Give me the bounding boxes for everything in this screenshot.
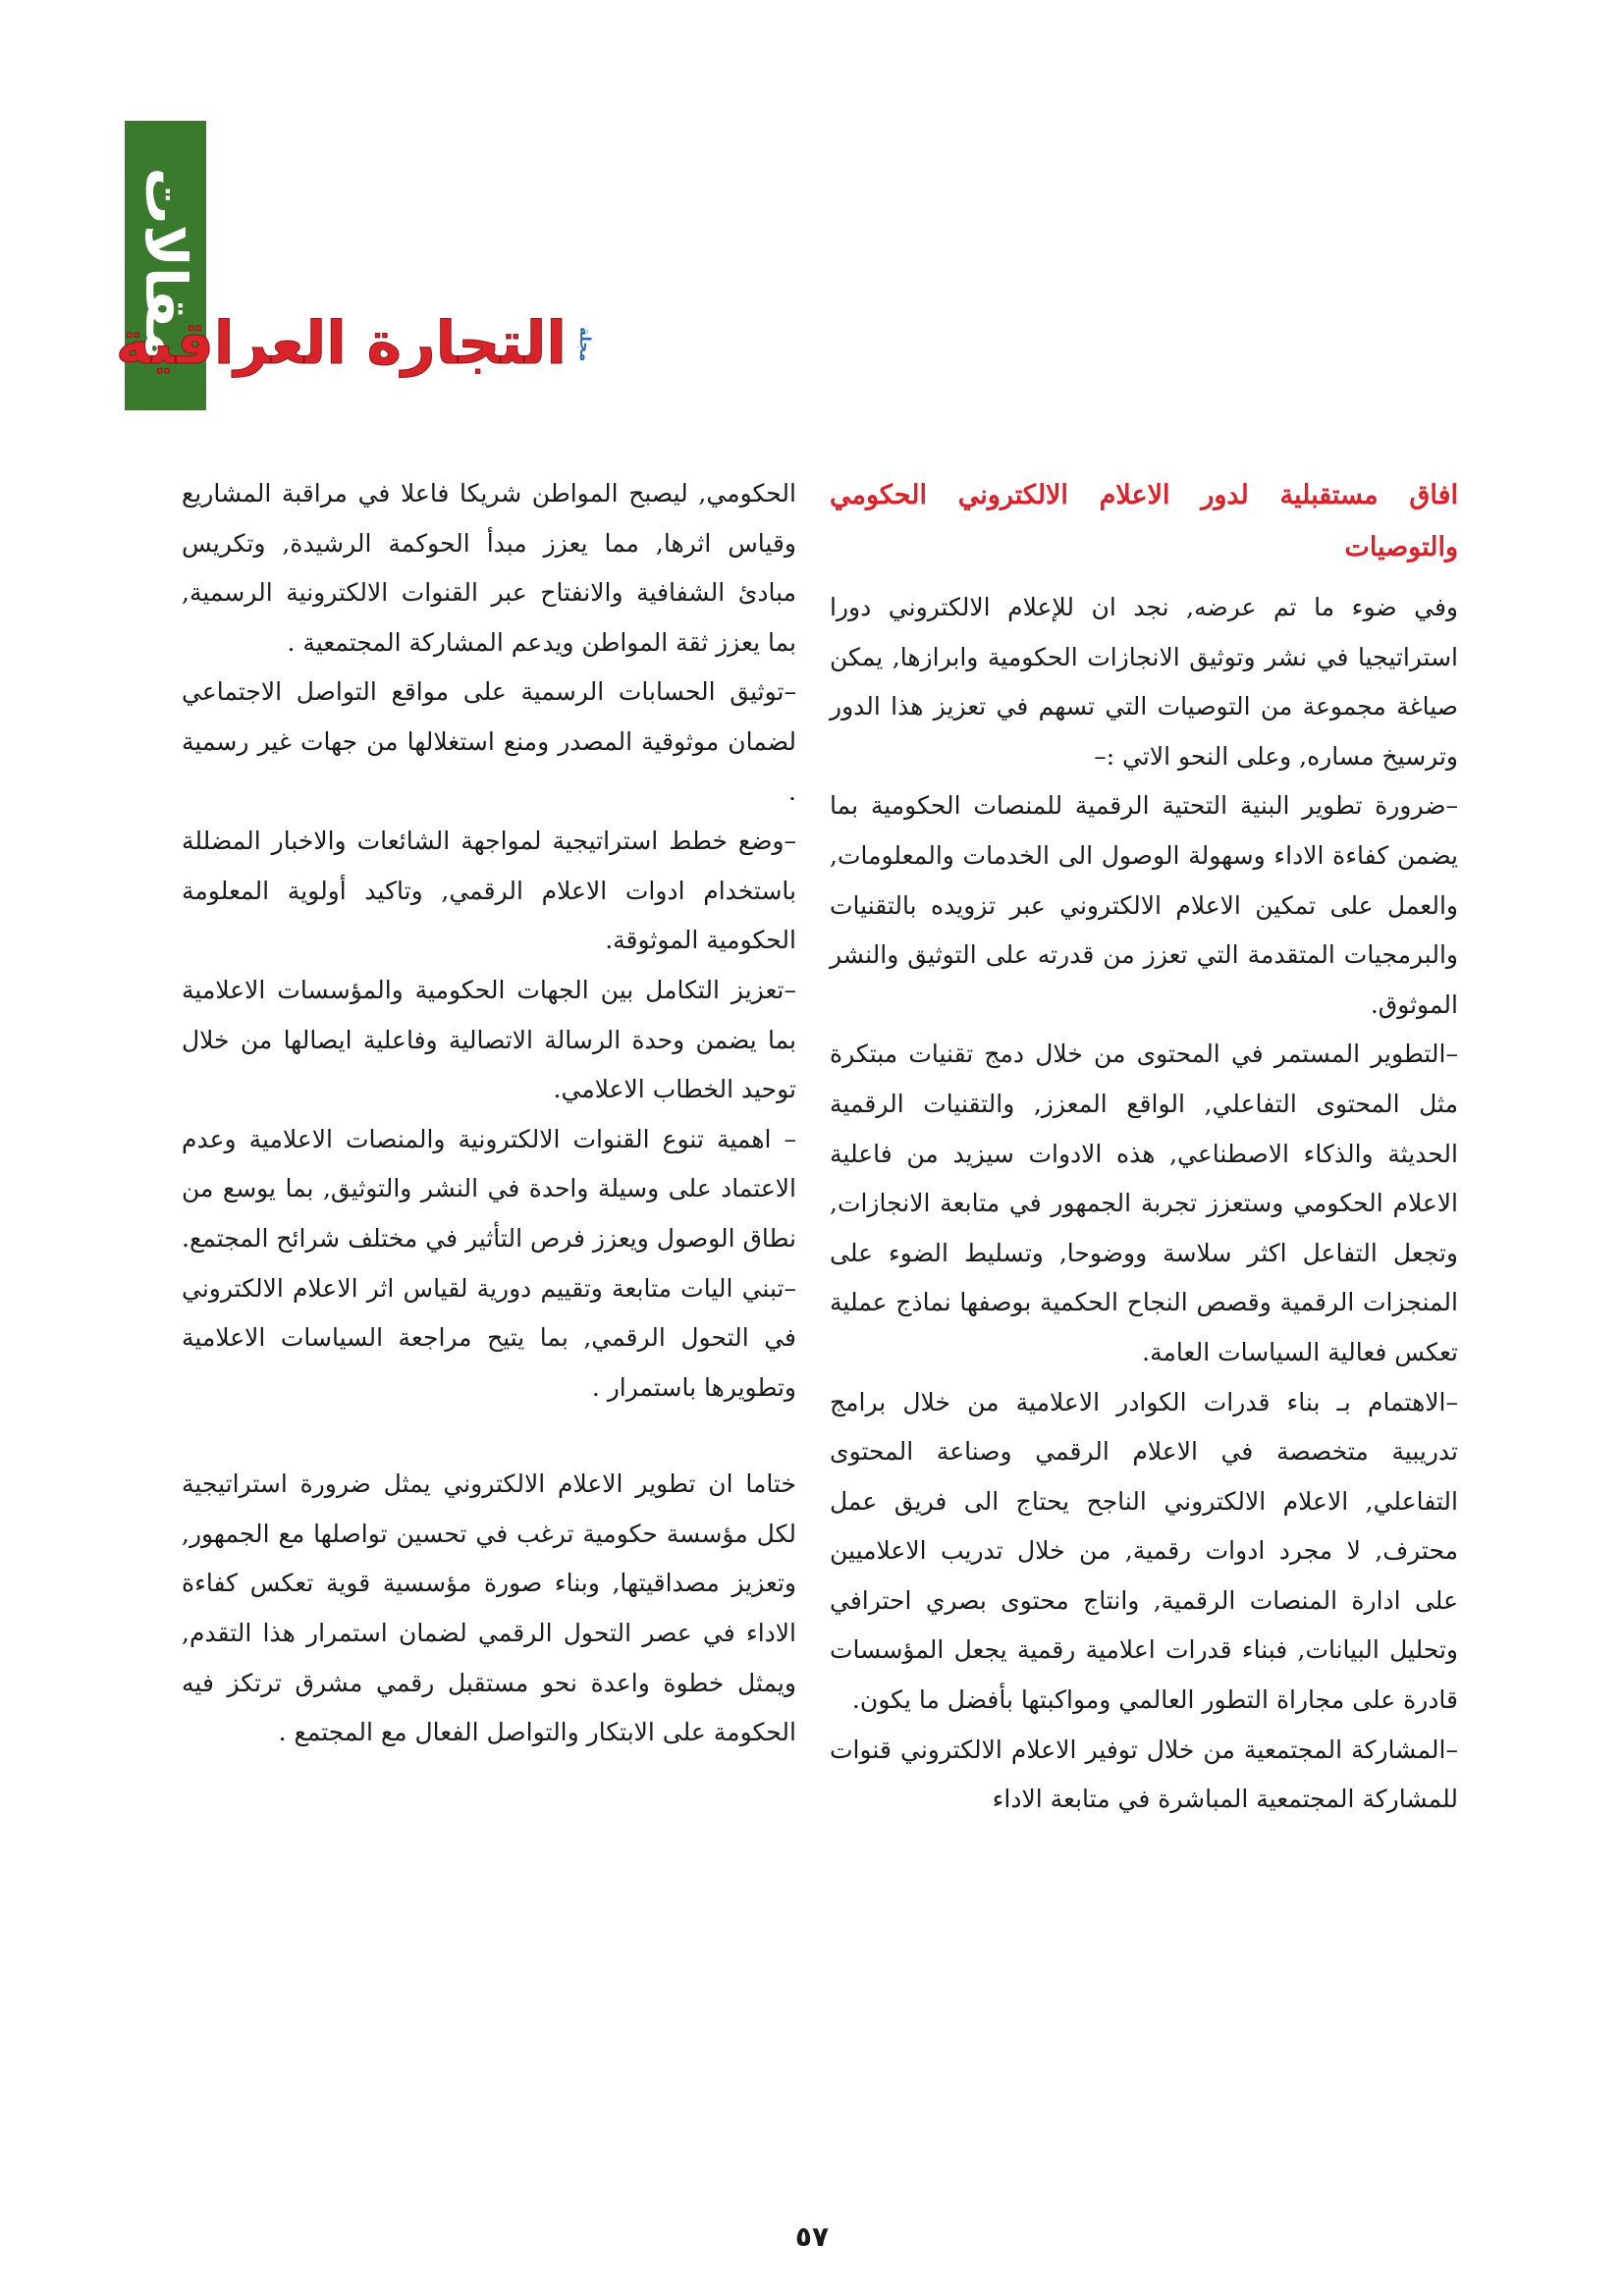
paragraph: –التطوير المستمر في المحتوى من خلال دمج تقنيات مبتكرة مثل المحتوى التفاعلي, الواقع المعزز, والتقنيات الرقمية الحديثة والذكاء الاصطناعي, هذه الادوات سيزيد من فاعلية الاعلام الحكومي وستعزز تجربة الجمهور في متابعة الانجازات, وتجعل التفاعل اكثر سلاسة ووضوحا, وتسليط الضوء على المنجزات الرقمية وقصص النجاح الحكمية بوصفها نماذج عملية تعكس فعالية السياسات العامة. [830, 1040, 1458, 1366]
section-label: مقالات [132, 167, 199, 364]
paragraph: وفي ضوء ما تم عرضه, نجد ان للإعلام الالكتروني دورا استراتيجيا في نشر وتوثيق الانجازات الحكومية وابرازها, يمكن صياغة مجموعة من التوصيات التي تسهم في تعزيز هذا الدور وترسيخ مساره, وعلى النحو الاتي :– [830, 593, 1458, 771]
paragraph-spacer [182, 1413, 796, 1460]
paragraph: –تعزيز التكامل بين الجهات الحكومية والمؤسسات الاعلامية بما يضمن وحدة الرسالة الاتصالية وفاعلية ايصالها من خلال توحيد الخطاب الاعلامي. [182, 975, 796, 1104]
paragraph: –توثيق الحسابات الرسمية على مواقع التواصل الاجتماعي لضمان موثوقية المصدر ومنع استغلالها من جهات غير رسمية . [182, 677, 796, 806]
article-left-column [182, 469, 796, 1758]
paragraph: – اهمية تنوع القنوات الالكترونية والمنصات الاعلامية وعدم الاعتماد على وسيلة واحدة في النشر والتوثيق, بما يوسع من نطاق الوصول ويعزز فرص التأثير في مختلف شرائح المجتمع. [182, 1124, 796, 1253]
paragraph: –وضع خطط استراتيجية لمواجهة الشائعات والاخبار المضللة باستخدام ادوات الاعلام الرقمي, وتاكيد أولوية المعلومة الحكومية الموثوقة. [182, 827, 796, 955]
article-right-column [830, 469, 1458, 1825]
paragraph: –المشاركة المجتمعية من خلال توفير الاعلام الالكتروني قنوات للمشاركة المجتمعية المباشرة في متابعة الاداء [830, 1735, 1458, 1814]
magazine-prefix: مجلة [576, 327, 594, 362]
paragraph: –الاهتمام بـ بناء قدرات الكوادر الاعلامية من خلال برامج تدريبية متخصصة في الاعلام الرقمي وصناعة المحتوى التفاعلي, الاعلام الالكتروني الناجح يحتاج الى فريق عمل محترف, لا مجرد ادوات رقمية, من خلال تدريب الاعلاميين على ادارة المنصات الرقمية, وانتاج محتوى بصري احترافي وتحليل البيانات, فبناء قدرات اعلامية رقمية يجعل المؤسسات قادرة على مجاراة التطور العالمي ومواكبتها بأفضل ما يكون. [830, 1387, 1458, 1715]
paragraph: الحكومي, ليصبح المواطن شريكا فاعلا في مراقبة المشاريع وقياس اثرها, مما يعزز مبدأ الحوكمة الرشيدة, وتكريس مبادئ الشفافية والانفتاح عبر القنوات الالكترونية الرسمية, بما يعزز ثقة المواطن ويدعم المشاركة المجتمعية . [182, 479, 796, 657]
paragraph: –تبني اليات متابعة وتقييم دورية لقياس اثر الاعلام الالكتروني في التحول الرقمي, بما يتيح مراجعة السياسات الاعلامية وتطويرها باستمرار . [182, 1273, 796, 1402]
magazine-name: التجارة العراقية [115, 309, 567, 378]
magazine-logo [115, 309, 594, 417]
article-heading: افاق مستقبلية لدور الاعلام الالكتروني الحكومي والتوصيات [830, 480, 1458, 562]
page-number: ٥٧ [794, 2220, 830, 2253]
conclusion-paragraph: ختاما ان تطوير الاعلام الالكتروني يمثل ضرورة استراتيجية لكل مؤسسة حكومية ترغب في تحسين تواصلها مع الجمهور, وتعزيز مصداقيتها, وبناء صورة مؤسسية قوية تعكس كفاءة الاداء في عصر التحول الرقمي لضمان استمرار هذا التقدم, ويمثل خطوة واعدة نحو مستقبل رقمي مشرق ترتكز فيه الحكومة على الابتكار والتواصل الفعال مع المجتمع . [182, 1469, 796, 1747]
paragraph: –ضرورة تطوير البنية التحتية الرقمية للمنصات الحكومية بما يضمن كفاءة الاداء وسهولة الوصول الى الخدمات والمعلومات, والعمل على تمكين الاعلام الالكتروني عبر تزويده بالتقنيات والبرمجيات المتقدمة التي تعزز من قدرته على التوثيق والنشر الموثوق. [830, 791, 1458, 1019]
